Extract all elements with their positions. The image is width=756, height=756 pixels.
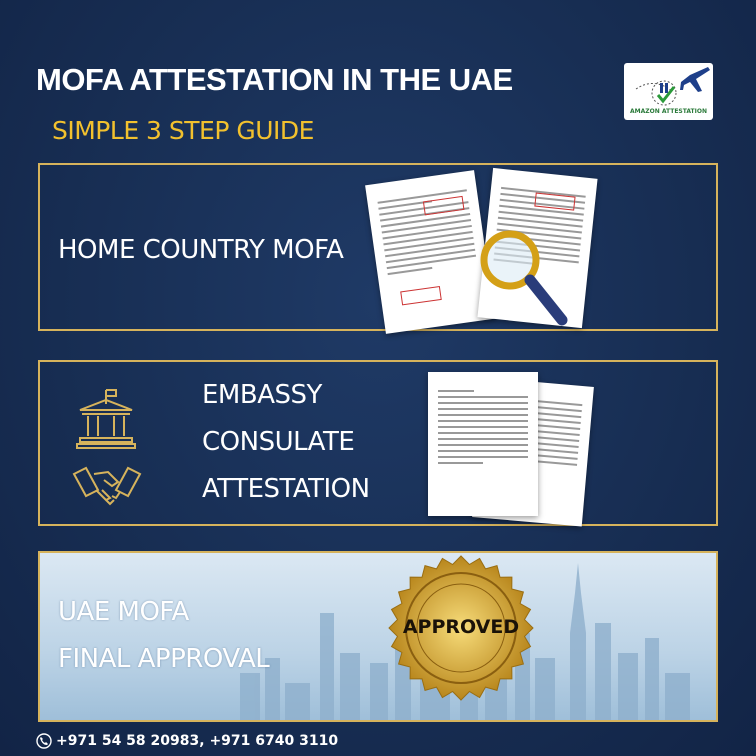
- step-2-label: [202, 372, 370, 513]
- step-2-line: ATTESTATION: [202, 474, 370, 504]
- step-2-line: EMBASSY: [202, 380, 322, 410]
- phone-icon: [36, 733, 52, 749]
- company-logo: [624, 63, 713, 120]
- handshake-icon: [72, 460, 142, 510]
- page-subtitle: SIMPLE 3 STEP GUIDE: [52, 116, 314, 145]
- step-3-label: [58, 589, 269, 683]
- airplane-icon: [624, 63, 713, 108]
- logo-name: AMAZON ATTESTATION: [630, 108, 707, 115]
- contact-footer: [36, 733, 338, 749]
- government-building-icon: [74, 386, 138, 450]
- step-3-line: FINAL APPROVAL: [58, 644, 270, 674]
- step-1-label: HOME COUNTRY MOFA: [58, 235, 344, 265]
- step-2-panel: [38, 360, 718, 526]
- phone-numbers[interactable]: +971 54 58 20983, +971 6740 3110: [56, 733, 339, 749]
- magnifier-icon: [470, 220, 570, 330]
- step-2-line: CONSULATE: [202, 427, 355, 457]
- document-image: [428, 372, 538, 516]
- page-title: MOFA ATTESTATION IN THE UAE: [36, 62, 513, 97]
- step-3-line: UAE MOFA: [58, 597, 189, 627]
- step-1-panel: [38, 163, 718, 331]
- approved-seal-text: APPROVED: [402, 616, 520, 638]
- step-3-panel: [38, 551, 718, 722]
